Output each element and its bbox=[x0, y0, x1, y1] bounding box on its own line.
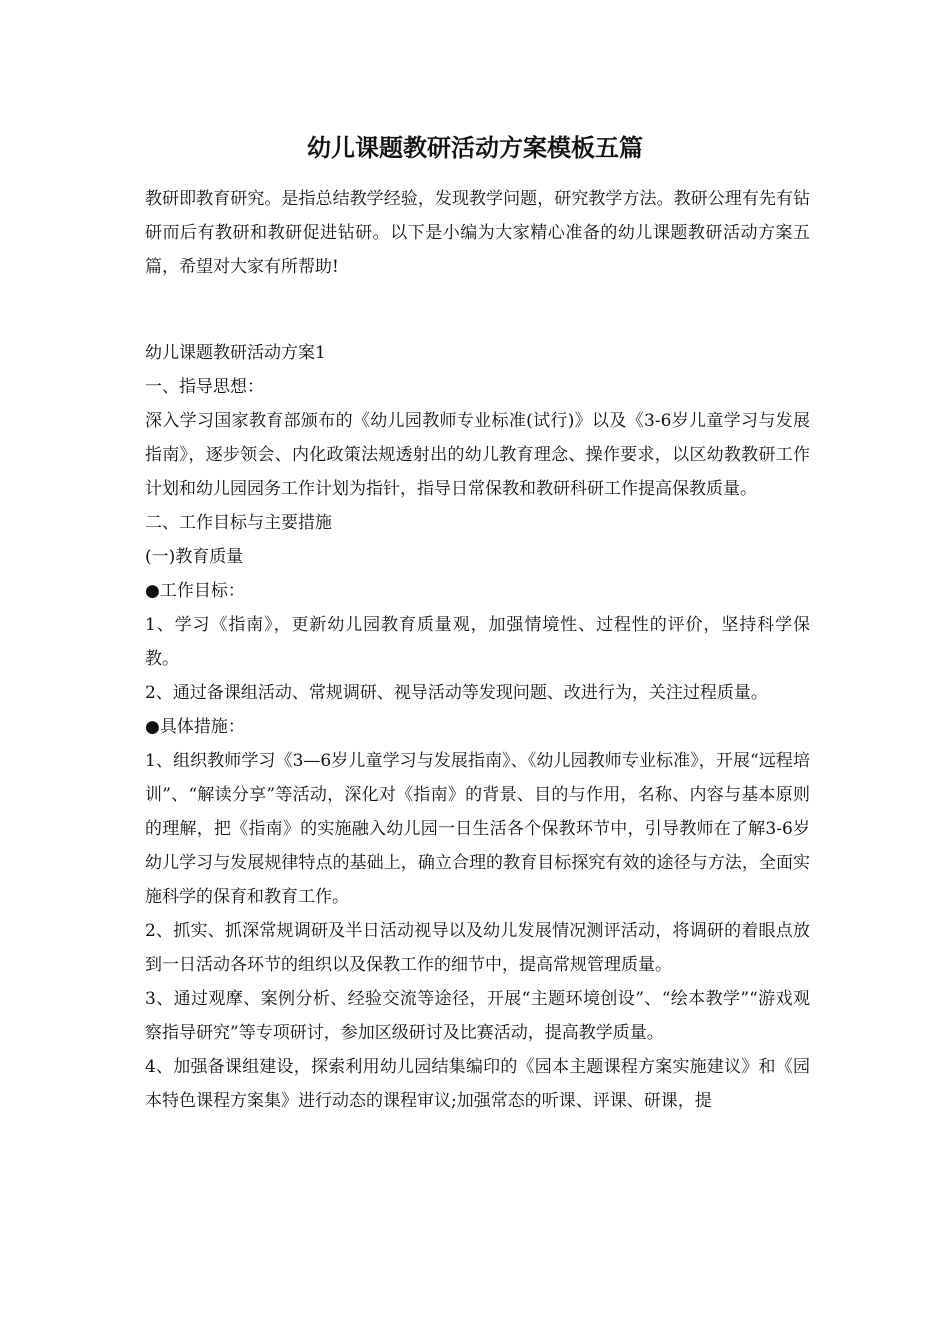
body-paragraph: 1、组织教师学习《3—6岁儿童学习与发展指南》、《幼儿园教师专业标准》，开展“远程培训”、“解读分享”等活动，深化对《指南》的背景、目的与作用，名称、内容与基本原则的理解，把《指南》的实施融入幼儿园一日生活各个保教环节中，引导教师在了解3-6岁幼儿学习与发展规律特点的基础上，确立合理的教育目标探究有效的途径与方法，全面实施科学的保育和教育工作。 bbox=[145, 751, 810, 907]
section-heading: 幼儿课题教研活动方案1 bbox=[145, 343, 326, 363]
bullet-heading: ●工作目标： bbox=[145, 581, 245, 601]
section-heading: 一、指导思想： bbox=[145, 377, 264, 397]
intro-paragraph: 教研即教育研究。是指总结教学经验，发现教学问题，研究教学方法。教研公理有先有钻研而后有教研和教研促进钻研。以下是小编为大家精心准备的幼儿课题教研活动方案五篇，希望对大家有所帮助! bbox=[145, 189, 810, 277]
body-paragraph: 2、抓实、抓深常规调研及半日活动视导以及幼儿发展情况测评活动，将调研的着眼点放到一日活动各环节的组织以及保教工作的细节中，提高常规管理质量。 bbox=[145, 921, 810, 975]
document-title: 幼儿课题教研活动方案模板五篇 bbox=[307, 133, 643, 162]
body-paragraph: 4、加强备课组建设，探索利用幼儿园结集编印的《园本主题课程方案实施建议》和《园本特色课程方案集》进行动态的课程审议;加强常态的听课、评课、研课，提 bbox=[145, 1057, 810, 1111]
body-paragraph: 1、学习《指南》，更新幼儿园教育质量观，加强情境性、过程性的评价，坚持科学保教。 bbox=[145, 615, 810, 669]
body-paragraph: 3、通过观摩、案例分析、经验交流等途径，开展“主题环境创设”、“绘本教学”“游戏观察指导研究”等专项研讨，参加区级研讨及比赛活动，提高教学质量。 bbox=[145, 989, 810, 1043]
body-paragraph: 2、通过备课组活动、常规调研、视导活动等发现问题、改进行为，关注过程质量。 bbox=[145, 683, 768, 703]
document-body bbox=[145, 182, 810, 1118]
paragraph-gap bbox=[145, 284, 810, 336]
body-paragraph: 深入学习国家教育部颁布的《幼儿园教师专业标准(试行)》以及《3-6岁儿童学习与发展指南》，逐步领会、内化政策法规透射出的幼儿教育理念、操作要求，以区幼教教研工作计划和幼儿园园务工作计划为指针，指导日常保教和教研科研工作提高保教质量。 bbox=[145, 411, 810, 499]
bullet-heading: ●具体措施： bbox=[145, 717, 245, 737]
section-heading: 二、工作目标与主要措施 bbox=[145, 513, 332, 533]
section-heading: (一)教育质量 bbox=[145, 547, 244, 567]
